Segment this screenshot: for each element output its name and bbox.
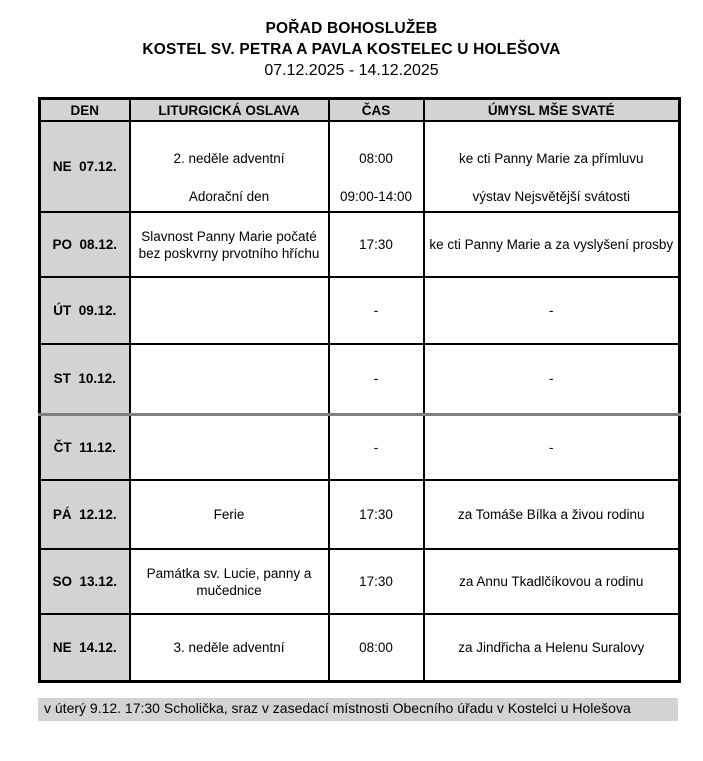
time-cell: 17:30 [329,212,424,277]
date-range: 07.12.2025 - 14.12.2025 [264,62,439,79]
table-row-ut-09 [40,277,680,344]
intention-cell: ke cti Panny Marie a za vyslyšení prosby [424,212,680,277]
day-label: NE 14.12. [40,614,130,681]
celebration-cell [130,277,329,344]
time-entry: 09:00-14:00 [339,188,413,204]
time-cell: - [329,277,424,344]
header-time: ČAS [329,99,424,122]
time-cell: - [329,414,424,480]
celebration-cell [130,121,329,212]
celebration-entry: 2. neděle adventní [173,151,285,166]
intention-cell: za Jindřicha a Helenu Suralovy [424,614,680,681]
intention-cell: - [424,344,680,414]
table-row-pa-12 [40,480,680,549]
time-cell [329,121,424,212]
footer-note: v úterý 9.12. 17:30 Scholička, sraz v zasedací místnosti Obecního úřadu v Kostelci u Holešova [38,698,678,721]
day-label: ST 10.12. [40,344,130,414]
time-cell: 08:00 [329,614,424,681]
intention-entry: výstav Nejsvětější svátosti [472,188,631,204]
celebration-cell: 3. neděle adventní [130,614,329,681]
time-cell: 17:30 [329,549,424,614]
celebration-cell: Ferie [130,480,329,549]
celebration-cell: Památka sv. Lucie, panny a mučednice [130,549,329,614]
table-row-st-10 [40,344,680,414]
day-label: PO 08.12. [40,212,130,277]
table-row-ne-07 [40,121,680,212]
header-day: DEN [40,99,130,122]
table-row-so-13 [40,549,680,614]
schedule-table [38,97,681,683]
intention-cell [424,121,680,212]
intention-cell: za Annu Tkadlčíkovou a rodinu [424,549,680,614]
table-row-ne-14 [40,614,680,681]
header-row [40,99,680,122]
day-label: ČT 11.12. [40,414,130,480]
header-celebration: LITURGICKÁ OSLAVA [130,99,329,122]
page-title: POŘAD BOHOSLUŽEB [265,20,438,37]
celebration-cell [130,414,329,480]
intention-cell: - [424,414,680,480]
title-block [0,18,703,82]
day-label: NE 07.12. [40,121,130,212]
intention-cell: za Tomáše Bílka a živou rodinu [424,480,680,549]
intention-entry: ke cti Panny Marie za přímluvu [458,151,644,166]
church-name: KOSTEL SV. PETRA A PAVLA KOSTELEC U HOLEŠOVA [142,41,561,58]
celebration-cell: Slavnost Panny Marie počaté bez poskvrny prvotního hříchu [130,212,329,277]
table-row-po-08 [40,212,680,277]
time-cell: - [329,344,424,414]
day-label: SO 13.12. [40,549,130,614]
time-entry: 08:00 [359,151,393,166]
intention-cell: - [424,277,680,344]
celebration-entry: Adorační den [188,188,270,204]
table-row-ct-11 [40,414,680,480]
day-label: ÚT 09.12. [40,277,130,344]
time-cell: 17:30 [329,480,424,549]
header-intention: ÚMYSL MŠE SVATÉ [424,99,680,122]
celebration-cell [130,344,329,414]
day-label: PÁ 12.12. [40,480,130,549]
